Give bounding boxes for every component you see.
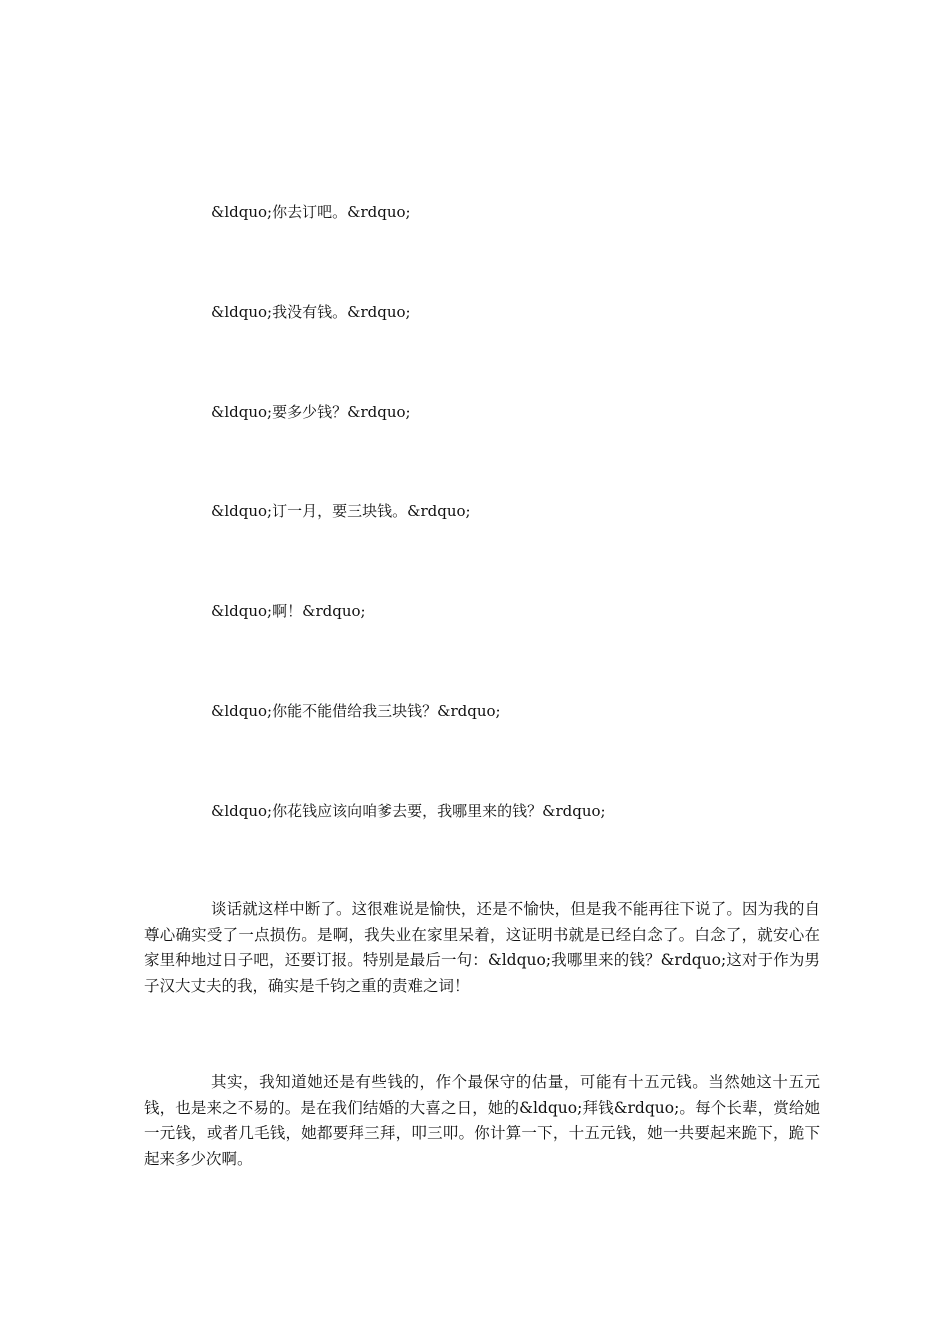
dialog-line-1: &ldquo;你去订吧。&rdquo; xyxy=(211,203,411,221)
dialog-line-2: &ldquo;我没有钱。&rdquo; xyxy=(211,303,411,321)
paragraph-1: 谈话就这样中断了。这很难说是愉快，还是不愉快，但是我不能再往下说了。因为我的自尊心确实受了一点损伤。是啊，我失业在家里呆着，这证明书就是已经白念了。白念了，就安心在家里种地过日子吧，还要订报。特别是最后一句：&ldquo;我哪里来的钱？&rdquo;这对于作为男子汉大丈夫的我，确实是千钧之重的责难之词！ xyxy=(144,900,820,995)
paragraph-2: 其实，我知道她还是有些钱的，作个最保守的估量，可能有十五元钱。当然她这十五元钱，也是来之不易的。是在我们结婚的大喜之日，她的&ldquo;拜钱&rdquo;。每个长辈，赏给她一元钱，或者几毛钱，她都要拜三拜，叩三叩。你计算一下，十五元钱，她一共要起来跪下，跪下起来多少次啊。 xyxy=(144,1073,820,1168)
dialog-line-5: &ldquo;啊！&rdquo; xyxy=(211,602,366,620)
dialog-line-4: &ldquo;订一月，要三块钱。&rdquo; xyxy=(211,502,471,520)
dialog-line-6: &ldquo;你能不能借给我三块钱？&rdquo; xyxy=(211,702,501,720)
dialog-line-7: &ldquo;你花钱应该向咱爹去要，我哪里来的钱？&rdquo; xyxy=(211,802,606,820)
dialog-line-3: &ldquo;要多少钱？&rdquo; xyxy=(211,403,411,421)
